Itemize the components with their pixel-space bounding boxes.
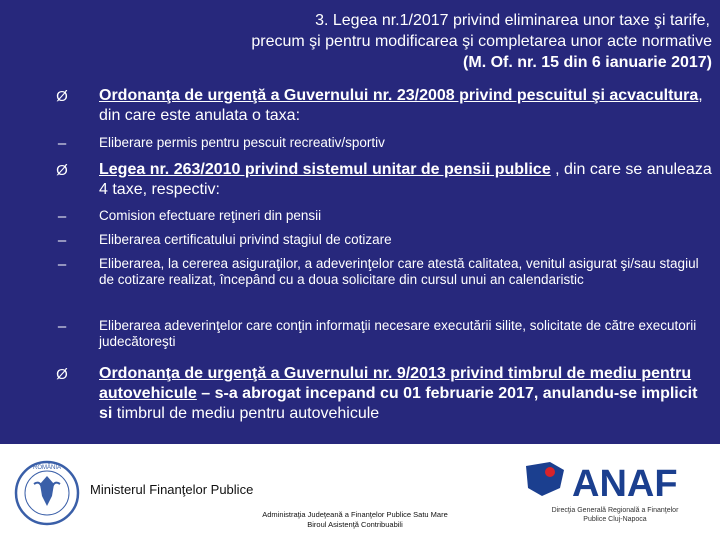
item-text: , din care se anuleaza 4 taxe, respectiv: [99,161,712,198]
law-link[interactable]: Ordonanţa de urgenţă a Guvernului nr. 23/2008 privind pescuitul şi acvacultura [99,87,699,104]
law-link[interactable]: Ordonanţa de urgenţă a Guvernului nr. 9/2013 privind timbrul de mediu pentru autovehicule [99,365,692,402]
arrow-bullet-icon: Ø [56,88,68,105]
arrow-bullet-icon: Ø [56,162,68,179]
title-line-3: (M. Of. nr. 15 din 6 ianuarie 2017) [463,54,712,71]
item-text: , din care este anulata o taxa: [99,87,703,124]
arrow-bullet-icon: Ø [56,366,68,383]
dash-bullet-icon: – [57,318,67,335]
anaf-subtitle: Direcţia Generală Regională a Finanţelor Publice Cluj-Napoca [551,507,679,523]
item-bold-text: – s-a abrogat incepand cu 01 februarie 2017, anulandu-se implicit si [99,385,698,422]
title-line-2: precum şi pentru modificarea şi completarea unor acte normative [251,33,712,50]
law-link[interactable]: Legea nr. 263/2010 privind sistemul unitar de pensii publice [99,161,551,178]
item-text: Eliberare permis pentru pescuit recreativ/sportiv [99,135,385,150]
footer [0,444,720,540]
dash-bullet-icon: – [57,208,67,225]
anaf-logo-icon [520,458,700,502]
svg-text:ANAF: ANAF [572,463,678,502]
item-text: Comision efectuare reţineri din pensii [99,208,322,223]
romania-seal-icon [14,460,80,526]
dash-bullet-icon: – [57,135,67,152]
item-text: timbrul de mediu pentru autovehicule [112,405,380,422]
dash-bullet-icon: – [57,232,67,249]
item-text: Eliberarea adeverinţelor care conţin informaţii necesare executării silite, solicitate de către executorii judecătoreşti [99,318,697,349]
dash-bullet-icon: – [57,256,67,273]
item-text: Eliberarea, la cererea asiguraţilor, a adeverinţelor care atestă calitatea, venitul asigurat şi/sau stagiul de cotizare realizat, începând cu a doua solicitare din cursul unui an calendaristic [99,256,699,287]
slide-title [72,10,712,73]
item-text: Eliberarea certificatului privind stagiul de cotizare [99,232,392,247]
svg-text:ROMÂNIA: ROMÂNIA [32,465,62,471]
office-address: Administraţia Judeţeană a Finanţelor Publice Satu Mare Biroul Asistenţă Contribuabili [262,510,448,529]
title-line-1: 3. Legea nr.1/2017 privind eliminarea unor taxe şi tarife, [315,12,710,29]
ministry-name: Ministerul Finanţelor Publice [90,482,254,497]
